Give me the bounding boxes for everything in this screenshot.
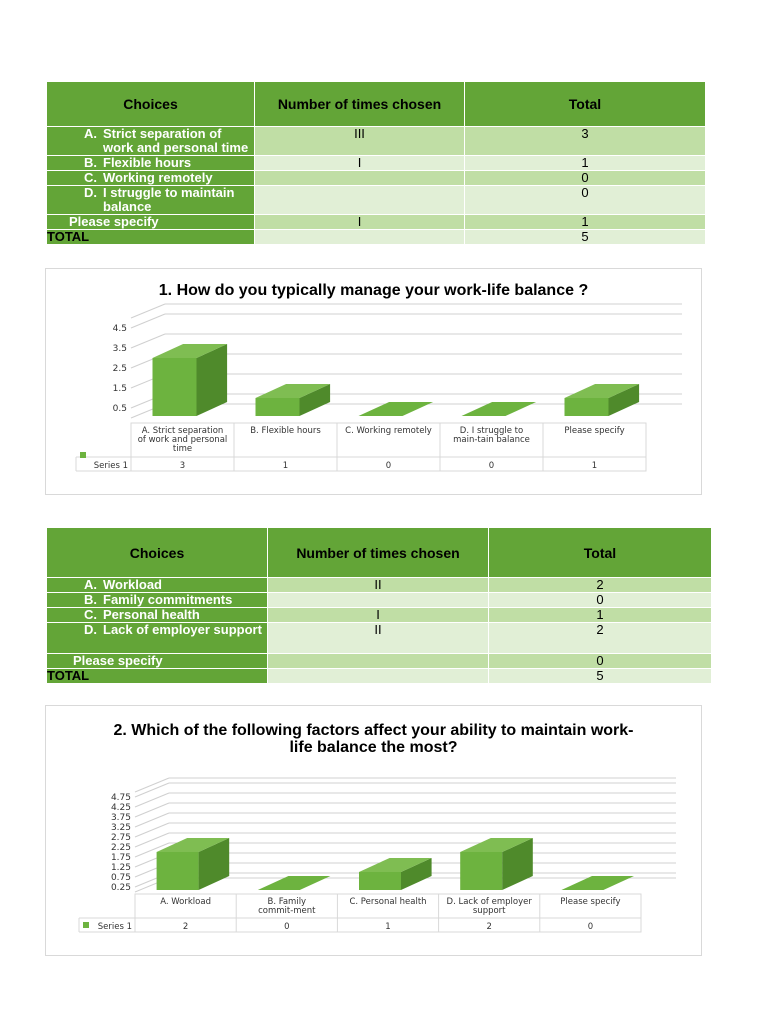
total-value: 5 xyxy=(489,669,712,684)
y-tick-label: 2.75 xyxy=(110,833,131,843)
data-value-label: 1 xyxy=(385,922,391,932)
data-value-label: 2 xyxy=(486,922,492,932)
chart-2 xyxy=(45,705,702,956)
tally-cell: I xyxy=(268,608,489,623)
bar xyxy=(565,384,640,416)
x-category-label: A. Workload xyxy=(160,897,211,907)
y-tick-label: 4.75 xyxy=(110,793,131,803)
x-category-label: B. Flexible hours xyxy=(250,426,321,436)
legend-key xyxy=(80,452,86,458)
header-choices: Choices xyxy=(47,82,255,127)
header-times-chosen: Number of times chosen xyxy=(268,528,489,578)
chart-title: 1. How do you typically manage your work-life balance ? xyxy=(158,282,589,299)
total-cell: 1 xyxy=(465,215,706,230)
data-value-label: 0 xyxy=(488,461,495,471)
table-row xyxy=(47,215,706,230)
data-value-label: 3 xyxy=(179,461,186,471)
total-row xyxy=(47,230,706,245)
gridline xyxy=(131,334,165,348)
x-category-label: C. Working remotely xyxy=(345,426,432,436)
tally-cell: I xyxy=(255,156,465,171)
header-choices: Choices xyxy=(47,528,268,578)
choice-letter: B. xyxy=(84,155,97,170)
tally-cell: I xyxy=(255,215,465,230)
choice-label: Personal health xyxy=(103,607,200,622)
data-value-label: 0 xyxy=(284,922,290,932)
choice-label: Workload xyxy=(103,577,162,592)
legend-series-name: Series 1 xyxy=(97,922,132,932)
data-value-label: 0 xyxy=(385,461,392,471)
choice-letter: A. xyxy=(84,577,97,592)
total-cell: 2 xyxy=(489,578,712,593)
y-tick-label: 2.25 xyxy=(110,843,131,853)
choice-label: Lack of employer support xyxy=(103,622,262,637)
total-cell: 0 xyxy=(465,171,706,186)
tally-cell xyxy=(268,654,489,669)
y-tick-label: 1.75 xyxy=(110,853,131,863)
choice-letter: C. xyxy=(84,170,97,185)
choice-letter: B. xyxy=(84,592,97,607)
choice-letter: C. xyxy=(84,607,97,622)
table-row xyxy=(47,608,712,623)
table-row xyxy=(47,654,712,669)
header-times-chosen: Number of times chosen xyxy=(255,82,465,127)
total-cell: 0 xyxy=(489,593,712,608)
y-tick-label: 0.5 xyxy=(112,404,127,414)
y-tick-label: 3.75 xyxy=(110,813,131,823)
choice-label: Working remotely xyxy=(103,170,213,185)
choice-label: Strict separation of work and personal time xyxy=(103,126,249,155)
table-row xyxy=(47,186,706,215)
choice-letter: D. xyxy=(84,185,97,200)
y-tick-label: 4.5 xyxy=(112,324,127,334)
y-tick-label: 4.25 xyxy=(110,803,131,813)
y-tick-label: 0.25 xyxy=(110,883,131,893)
choice-label: Family commitments xyxy=(103,592,233,607)
tally-cell: II xyxy=(268,623,489,654)
total-cell: 0 xyxy=(489,654,712,669)
total-cell: 3 xyxy=(465,127,706,156)
y-tick-label: 1.25 xyxy=(110,863,131,873)
bar xyxy=(460,838,533,890)
data-value-label: 2 xyxy=(182,922,189,932)
tally-cell xyxy=(268,593,489,608)
x-category-label: B. Family commit-ment xyxy=(258,897,316,916)
legend-series-name: Series 1 xyxy=(93,461,128,471)
y-tick-label: 0.75 xyxy=(110,873,131,883)
x-category-label: D. I struggle to main-tain balance xyxy=(453,426,530,445)
tally-cell: III xyxy=(255,127,465,156)
total-cell: 1 xyxy=(489,608,712,623)
choice-label: Please specify xyxy=(47,215,255,230)
total-cell: 2 xyxy=(489,623,712,654)
x-category-label: Please specify xyxy=(560,897,621,907)
y-tick-label: 3.25 xyxy=(110,823,131,833)
total-cell: 0 xyxy=(465,186,706,215)
total-label: TOTAL xyxy=(47,669,268,684)
tally-cell: II xyxy=(268,578,489,593)
header-total: Total xyxy=(489,528,712,578)
tally-cell xyxy=(255,186,465,215)
bar xyxy=(157,838,230,890)
table-factors xyxy=(46,527,712,684)
x-category-label: Please specify xyxy=(564,426,625,436)
choice-letter: A. xyxy=(84,126,97,141)
table-work-life-balance xyxy=(46,81,706,245)
choice-label: I struggle to maintain balance xyxy=(103,185,235,214)
legend-key xyxy=(83,922,89,928)
chart-2-plot xyxy=(46,706,701,955)
y-tick-label: 1.5 xyxy=(112,384,127,394)
choice-letter: D. xyxy=(84,622,97,637)
tally-cell xyxy=(255,171,465,186)
data-value-label: 0 xyxy=(587,922,594,932)
chart-1-plot xyxy=(46,269,701,494)
data-value-label: 1 xyxy=(282,461,289,471)
total-value: 5 xyxy=(465,230,706,245)
bar xyxy=(153,344,228,416)
table-row xyxy=(47,623,712,654)
chart-1 xyxy=(45,268,702,495)
total-row xyxy=(47,669,712,684)
table-row xyxy=(47,593,712,608)
choice-label: Flexible hours xyxy=(103,155,192,170)
x-category-label: C. Personal health xyxy=(349,897,427,907)
table-row xyxy=(47,127,706,156)
y-tick-label: 2.5 xyxy=(112,364,127,374)
total-cell: 1 xyxy=(465,156,706,171)
data-value-label: 1 xyxy=(591,461,598,471)
header-total: Total xyxy=(465,82,706,127)
table-row xyxy=(47,171,706,186)
bar xyxy=(256,384,331,416)
choice-label: Please specify xyxy=(47,654,268,669)
chart-title: 2. Which of the following factors affect your ability to maintain work-life balance the most? xyxy=(113,722,634,756)
table-row xyxy=(47,156,706,171)
x-category-label: D. Lack of employer support xyxy=(446,897,532,916)
table-row xyxy=(47,578,712,593)
y-tick-label: 3.5 xyxy=(112,344,127,354)
total-label: TOTAL xyxy=(47,230,255,245)
x-category-label: A. Strict separation of work and personal time xyxy=(137,426,228,454)
